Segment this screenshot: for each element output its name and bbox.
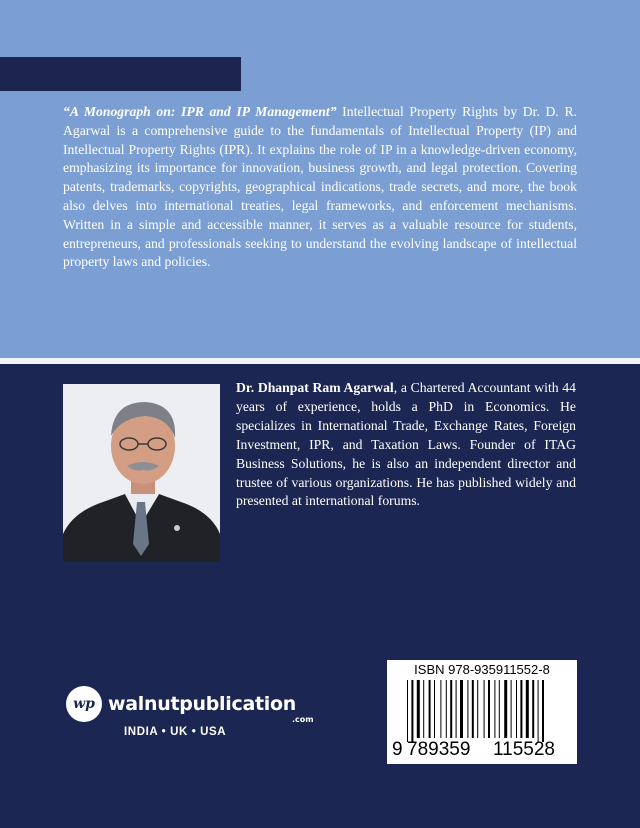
author-bio-text: , a Chartered Accountant with 44 years of experience, holds a PhD in Economics. He specializes in International Trade, Exchange Rates, Foreign Investment, IPR, and Taxation Laws. Founder of ITAG Business Solutions, he is also an independent director and trustee of various organizations. He has published widely and presented at international forums.	[236, 380, 576, 509]
barcode-bar	[423, 680, 424, 738]
book-description-text: Intellectual Property Rights by Dr. D. R. Agarwal is a comprehensive guide to the fundamentals of Intellectual Property (IP) and Intellectual Property Rights (IPR). It explains the role of IP in a knowledge-driven economy, emphasizing its importance for innovation, business growth, and legal protection. Covering patents, trademarks, copyrights, geographical indications, trade secrets, and more, the book also delves into international treaties, legal frameworks, and enforcement mechanisms. Written in a simple and accessible manner, it serves as a valuable resource for students, entrepreneurs, and professionals seeking to understand the evolving landscape of intellectual property laws and policies.	[63, 104, 577, 270]
barcode-bar	[532, 680, 534, 738]
barcode-bar	[484, 680, 485, 738]
barcode-bar	[417, 680, 420, 738]
barcode-bar	[504, 680, 507, 738]
barcode-bar	[429, 680, 431, 738]
barcode-bar	[538, 680, 539, 742]
author-bio	[236, 379, 576, 511]
barcode-bar	[446, 680, 447, 738]
barcode-bar	[494, 680, 495, 738]
barcode-bar	[488, 680, 490, 738]
book-description	[63, 103, 577, 272]
barcode-bar	[467, 680, 468, 738]
barcode-bar	[456, 680, 457, 738]
barcode-bar	[520, 680, 522, 738]
barcode-bar	[407, 680, 408, 742]
walnut-logo-icon: wp	[66, 686, 102, 722]
isbn-barcode	[387, 660, 577, 764]
barcode-bar	[477, 680, 478, 738]
isbn-digit-group-1: 789359	[407, 739, 471, 760]
barcode-bar	[526, 680, 529, 738]
book-title: “A Monograph on: IPR and IP Management”	[63, 104, 337, 119]
title-accent-bar	[0, 57, 241, 91]
author-name: Dr. Dhanpat Ram Agarwal	[236, 380, 394, 395]
publisher-logo	[66, 686, 314, 724]
publisher-domain: .com	[292, 715, 314, 724]
publisher-name: walnutpublication	[108, 693, 296, 715]
barcode-bar	[434, 680, 435, 738]
publisher-countries: INDIA • UK • USA	[124, 726, 227, 738]
isbn-digit-group-2: 115528	[493, 739, 555, 760]
barcode-bar	[511, 680, 512, 738]
author-photo	[63, 384, 220, 562]
barcode-bar	[499, 680, 500, 738]
isbn-prefix-digit: 9	[392, 739, 403, 760]
barcode-bar	[542, 680, 544, 742]
author-portrait-illustration	[63, 384, 220, 562]
isbn-label: ISBN 978-935911552-8	[414, 662, 550, 677]
barcode-bar	[460, 680, 463, 738]
barcode-bar	[411, 680, 413, 742]
barcode-bar	[450, 680, 452, 738]
barcode-bar	[472, 680, 474, 738]
barcode-bar	[440, 680, 441, 738]
barcode-bar	[516, 680, 517, 738]
